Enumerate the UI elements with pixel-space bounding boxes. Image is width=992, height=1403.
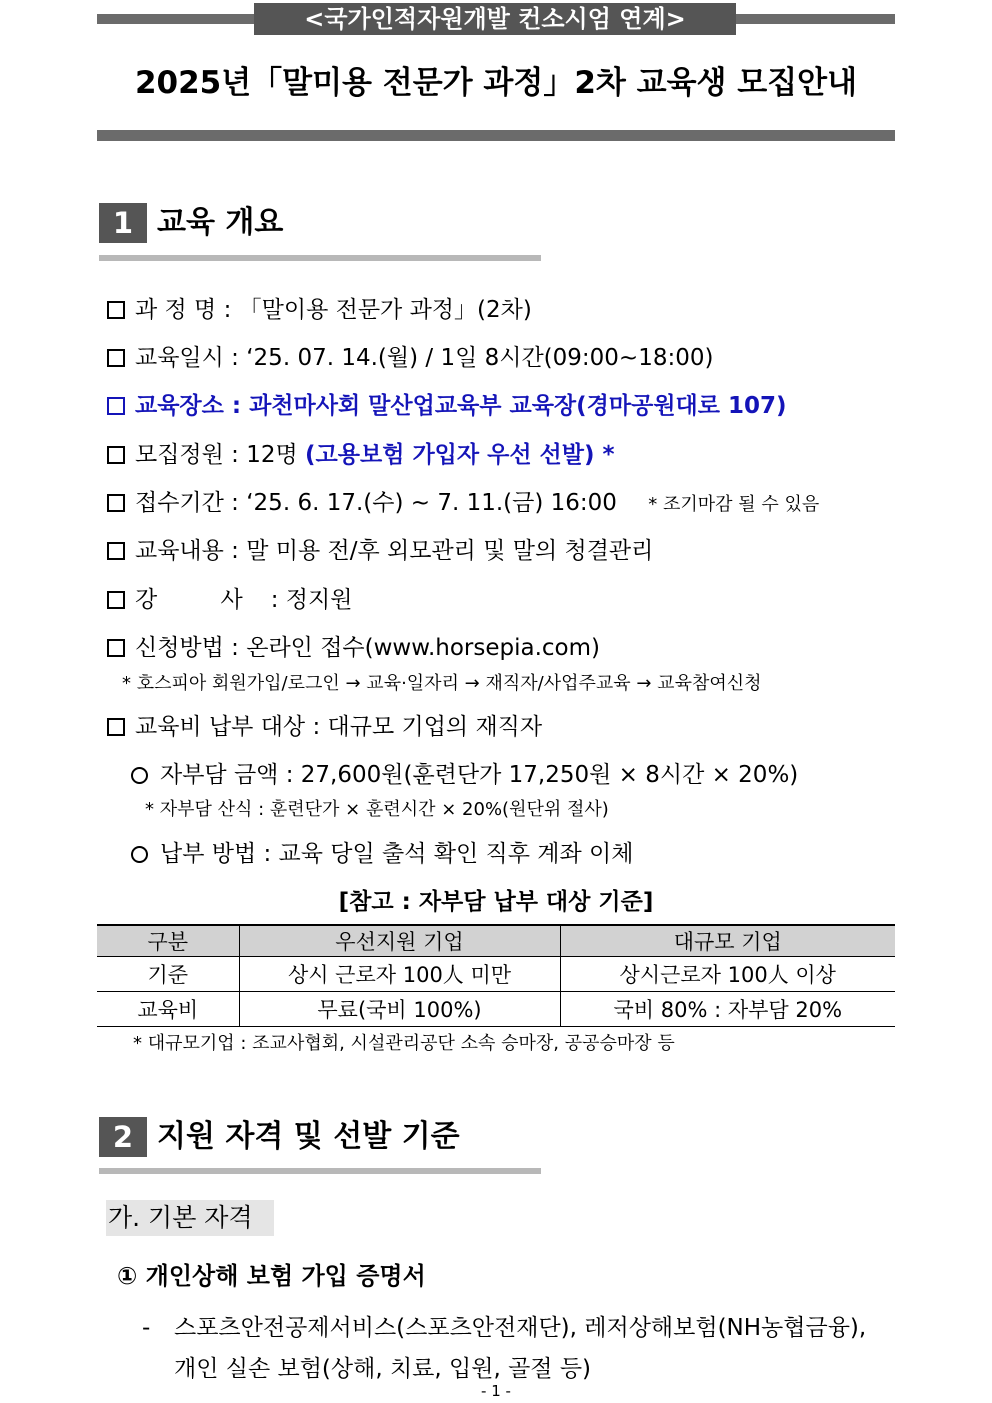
table-header: 구분 [97, 925, 239, 957]
item-pay-method: 납부 방법 : 교육 당일 출석 확인 직후 계좌 이체 [131, 838, 633, 870]
item-apply: 신청방법 : 온라인 접수(www.horsepia.com) [107, 632, 600, 664]
checkbox-square-icon [107, 639, 125, 657]
table-row [97, 957, 895, 992]
item-self-pay: 자부담 금액 : 27,600원(훈련단가 17,250원 × 8시간 × 20%) [131, 759, 798, 791]
table-header-row [97, 925, 895, 957]
checkbox-square-icon [107, 542, 125, 560]
consortium-banner: <국가인적자원개발 컨소시엄 연계> [254, 3, 736, 35]
checkbox-square-icon [107, 301, 125, 319]
item-quota: 모집정원 : 12명 (고용보험 가입자 우선 선발) * [107, 439, 615, 471]
page-number: - 1 - [481, 1382, 511, 1400]
table-row [97, 992, 895, 1027]
section-2-underline [99, 1168, 541, 1174]
section-1-underline [99, 255, 541, 261]
reference-table [97, 924, 895, 1027]
insurance-line-1: 스포츠안전공제서비스(스포츠안전재단), 레저상해보험(NH농협금융), [174, 1315, 867, 1341]
item-period: 접수기간 : ‘25. 6. 17.(수) ~ 7. 11.(금) 16:00 * 조기마감 될 수 있음 [107, 487, 819, 521]
section-1-title: 교육 개요 [157, 205, 284, 240]
checkbox-square-icon [107, 397, 125, 415]
page-title: 2025년「말미용 전문가 과정」2차 교육생 모집안내 [134, 65, 858, 101]
item-instructor: 강 사: 정지원 [107, 584, 352, 616]
reference-title: [참고 : 자부담 납부 대상 기준] [338, 889, 654, 915]
large-company-note: * 대규모기업 : 조교사협회, 시설관리공단 소속 승마장, 공공승마장 등 [133, 1033, 675, 1054]
section-2-number: 2 [99, 1117, 147, 1157]
checkbox-square-icon [107, 718, 125, 736]
checkbox-square-icon [107, 591, 125, 609]
insurance-heading: ① 개인상해 보험 가입 증명서 [117, 1262, 426, 1290]
circle-bullet-icon [131, 846, 148, 863]
basic-qualification-heading: 가. 기본 자격 [106, 1200, 274, 1236]
apply-path-note: * 호스피아 회원가입/로그인 → 교육·일자리 → 재직자/사업주교육 → 교육참여신청 [122, 673, 762, 694]
table-cell: 교육비 [97, 992, 239, 1027]
early-close-note: * 조기마감 될 수 있음 [648, 494, 820, 515]
item-date: 교육일시 : ‘25. 07. 14.(월) / 1일 8시간(09:00~18:00) [107, 342, 713, 374]
self-pay-formula-note: * 자부담 산식 : 훈련단가 × 훈련시간 × 20%(원단위 절사) [145, 799, 609, 820]
checkbox-square-icon [107, 494, 125, 512]
table-cell: 무료(국비 100%) [239, 992, 560, 1027]
section-2-title: 지원 자격 및 선발 기준 [157, 1119, 460, 1154]
checkbox-square-icon [107, 446, 125, 464]
table-header: 우선지원 기업 [239, 925, 560, 957]
table-cell: 기준 [97, 957, 239, 992]
section-1-number: 1 [99, 203, 147, 243]
item-fee-target: 교육비 납부 대상 : 대규모 기업의 재직자 [107, 711, 542, 743]
title-divider [97, 130, 895, 141]
table-header: 대규모 기업 [560, 925, 895, 957]
checkbox-square-icon [107, 349, 125, 367]
circle-bullet-icon [131, 767, 148, 784]
item-content: 교육내용 : 말 미용 전/후 외모관리 및 말의 청결관리 [107, 535, 653, 567]
item-place: 교육장소 : 과천마사회 말산업교육부 교육장(경마공원대로 107) [107, 390, 787, 422]
table-cell: 상시 근로자 100人 미만 [239, 957, 560, 992]
item-course: 과 정 명 : 「말이용 전문가 과정」(2차) [107, 294, 532, 326]
dash-bullet: - [142, 1315, 151, 1341]
table-cell: 국비 80% : 자부담 20% [560, 992, 895, 1027]
insurance-line-2: 개인 실손 보험(상해, 치료, 입원, 골절 등) [174, 1356, 592, 1382]
quota-priority-note: (고용보험 가입자 우선 선발) * [305, 442, 615, 468]
table-cell: 상시근로자 100人 이상 [560, 957, 895, 992]
